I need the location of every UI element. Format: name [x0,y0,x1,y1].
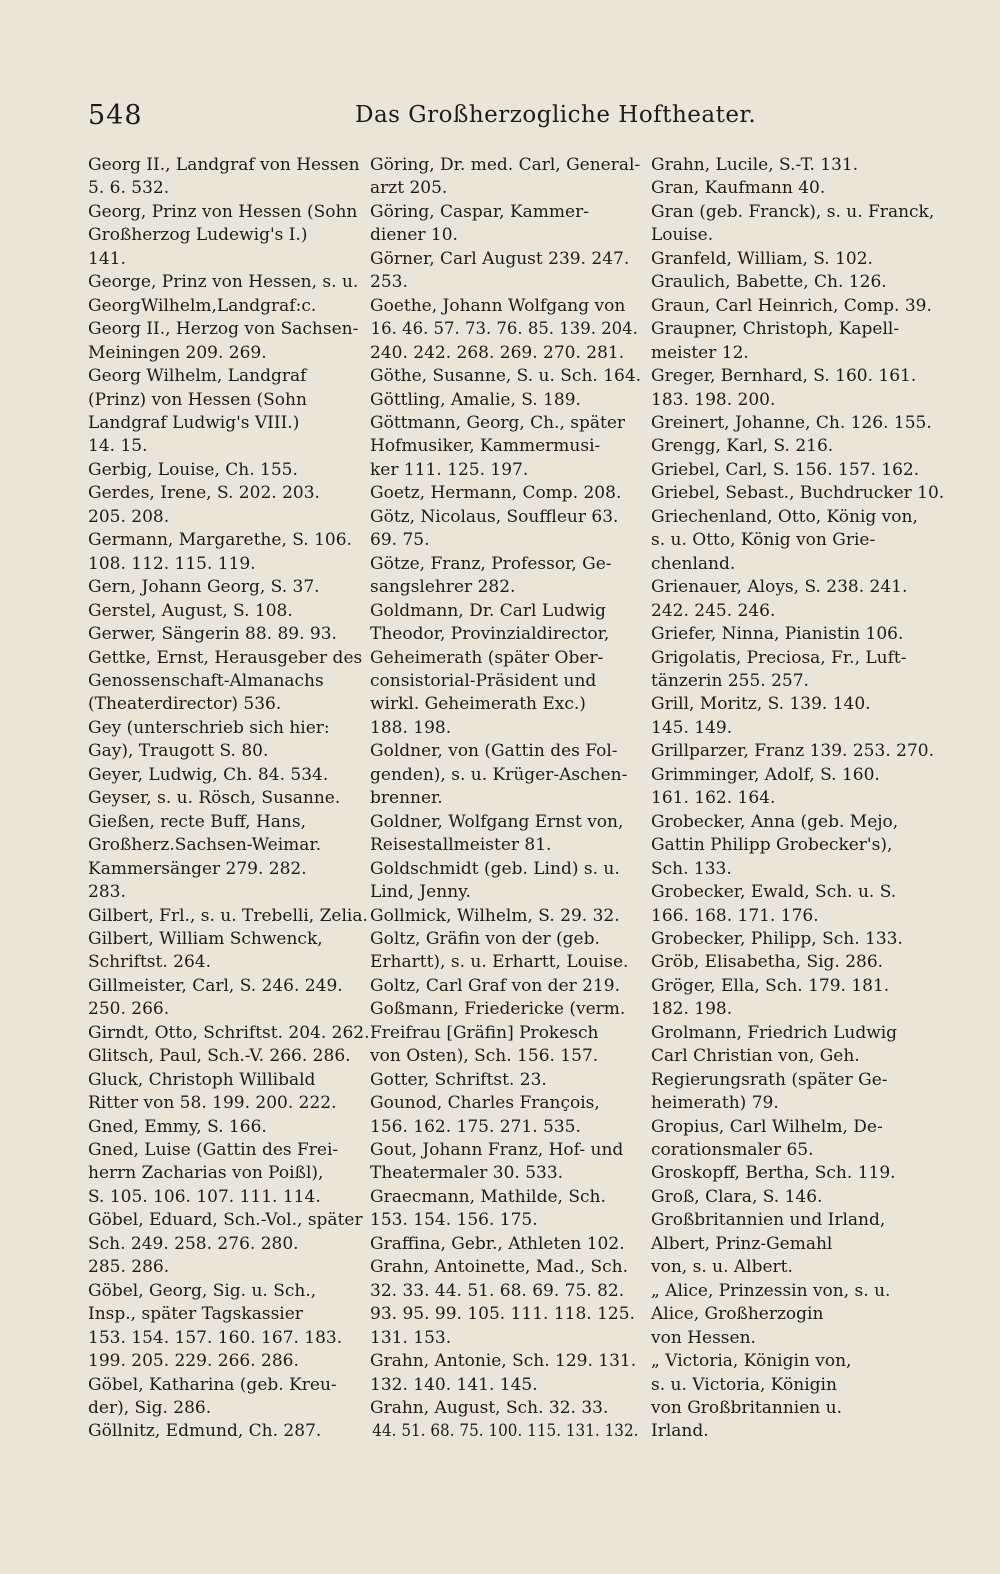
index-entry [370,905,638,928]
index-entry [88,1420,358,1443]
index-entry-line: 242. 245. 246. [651,600,776,621]
index-entry [88,623,358,646]
index-entry-line: Grahn, August, Sch. 32. 33. [370,1398,609,1419]
index-entry [651,740,934,763]
index-entry [651,412,932,435]
index-entry-line: brenner. [370,788,443,809]
index-entry-line: Grienauer, Aloys, S. 238. 241. [651,577,908,598]
index-entry [370,928,638,975]
index-entry [370,600,638,741]
index-entry [88,1139,358,1209]
index-entry-line: Gluck, Christoph Willibald [88,1069,316,1090]
index-entry-line: 44. 51. 68. 75. 100. 115. 131. 132. [372,1421,639,1442]
index-entry [651,365,923,412]
page-number: 548 [88,100,143,131]
index-entry-line: Meiningen 209. 269. [88,342,267,363]
index-entry [370,154,641,201]
index-entry-line: Grolmann, Friedrich Ludwig [651,1022,898,1043]
index-entry [370,1092,638,1139]
index-entry [651,271,923,294]
index-entry [651,1280,923,1350]
index-entry-line: heimerath) 79. [651,1093,779,1114]
index-entry [88,1280,358,1374]
index-entry-line: Theodor, Provinzialdirector, [370,624,610,645]
index-entry-line: Goldner, Wolfgang Ernst von, [370,811,624,832]
index-entry-line: Goetz, Hermann, Comp. 208. [370,483,622,504]
index-entry [651,201,935,248]
index-column-1 [88,154,370,1444]
index-entry [651,435,923,458]
index-entry-line: Goltz, Gräfin von der (geb. [370,928,600,949]
index-entry-line: Gotter, Schriftst. 23. [370,1069,547,1090]
index-entry-line: 141. [88,248,126,269]
index-entry-line: von Hessen. [651,1327,756,1348]
index-entry-line: Gattin Philipp Grobecker's), [651,835,893,856]
index-entry-line: 156. 162. 175. 271. 535. [370,1116,581,1137]
index-entry [370,1186,638,1233]
index-entry-line: Albert, Prinz-Gemahl [651,1233,833,1254]
index-entry-line: consistorial-Präsident und [370,670,597,691]
index-entry-line: Grahn, Antonie, Sch. 129. 131. [370,1351,637,1372]
index-entry-line: Göttmann, Georg, Ch., später [370,412,626,433]
index-entry [651,1350,923,1444]
index-entry-line: Theatermaler 30. 533. [370,1163,564,1184]
index-entry-line: Grobecker, Ewald, Sch. u. S. [651,882,897,903]
index-entry-line: Geheimerath (später Ober- [370,647,604,668]
index-entry [651,1209,923,1279]
index-entry-line: 183. 198. 200. [651,389,776,410]
index-entry-line: 14. 15. [88,436,148,457]
index-entry-line: Grill, Moritz, S. 139. 140. [651,694,871,715]
index-entry-line: Graffina, Gebr., Athleten 102. [370,1233,625,1254]
index-entry [370,389,638,412]
index-entry-line: ker 111. 125. 197. [370,459,529,480]
index-entry [370,740,638,810]
index-entry-line: Germann, Margarethe, S. 106. [88,530,352,551]
index-entry [370,1397,638,1444]
index-entry-line: 32. 33. 44. 51. 68. 69. 75. 82. [370,1280,625,1301]
index-entry [651,975,923,1022]
index-entry-line: Gerstel, August, S. 108. [88,600,293,621]
index-entry-line: GeorgWilhelm,Landgraf:c. [88,295,317,316]
index-entry-line: 93. 95. 99. 105. 111. 118. 125. [370,1304,635,1325]
index-entry-line: Gned, Luise (Gattin des Frei- [88,1140,339,1161]
index-entry-line: 205. 208. [88,506,170,527]
index-entry [651,928,923,951]
index-entry-line: Gran, Kaufmann 40. [651,178,826,199]
index-entry-line: Gropius, Carl Wilhelm, De- [651,1116,883,1137]
index-entry-line: Grimminger, Adolf, S. 160. [651,764,880,785]
index-entry-line: Griefer, Ninna, Pianistin 106. [651,624,904,645]
index-entry-line: 5. 6. 532. [88,178,170,199]
index-entry-line: diener 10. [370,225,458,246]
index-entry-line: Grahn, Lucile, S.-T. 131. [651,155,859,175]
index-entry-line: 108. 112. 115. 119. [88,553,256,574]
index-entry [651,693,923,740]
index-entry-line: (Prinz) von Hessen (Sohn [88,389,307,410]
index-entry-line: 131. 153. [370,1327,452,1348]
running-title: Das Großherzogliche Hoftheater. [355,102,757,128]
index-entry [370,1350,638,1397]
index-entry-line: 153. 154. 157. 160. 167. 183. [88,1327,343,1348]
index-entry [651,1162,923,1185]
index-entry-line: Insp., später Tagskassier [88,1304,303,1325]
index-entry-line: 153. 154. 156. 175. [370,1210,538,1231]
index-entry-line: Goldmann, Dr. Carl Ludwig [370,600,606,621]
index-entry-line: Göthe, Susanne, S. u. Sch. 164. [370,366,642,387]
index-entry-line: Gned, Emmy, S. 166. [88,1116,267,1137]
index-entry [88,717,358,764]
index-entry [370,1069,638,1092]
index-entry [651,1116,923,1163]
index-entry [88,154,358,201]
index-entry-line: Goethe, Johann Wolfgang von [370,295,626,316]
index-entry-line: Göring, Dr. med. Carl, General- [370,155,641,175]
index-entry-line: Granfeld, William, S. 102. [651,248,873,269]
index-entry [651,1186,923,1209]
index-entry [88,482,358,529]
index-entry-line: Goldner, von (Gattin des Fol- [370,741,618,762]
index-entry-line: Gilbert, Frl., s. u. Trebelli, Zelia. [88,905,368,926]
index-entry [370,1256,638,1350]
index-entry-line: corationsmaler 65. [651,1140,814,1161]
index-entry-line: Grillparzer, Franz 139. 253. 270. [651,741,934,762]
index-entry-line: Girndt, Otto, Schriftst. 204. 262. [88,1022,370,1043]
index-entry-line: tänzerin 255. 257. [651,670,809,691]
index-entry [370,365,642,388]
index-entry-line: Georg, Prinz von Hessen (Sohn [88,201,358,222]
index-entry-line: Grahn, Antoinette, Mad., Sch. [370,1257,628,1278]
index-entry-line: Freifrau [Gräfin] Prokesch [370,1022,599,1043]
index-entry-line: Hofmusiker, Kammermusi- [370,436,601,457]
index-entry-line: sangslehrer 282. [370,577,516,598]
index-entry-line: (Theaterdirector) 536. [88,694,282,715]
index-entry-line: Görner, Carl August 239. 247. [370,248,630,269]
index-entry-line: Griechenland, Otto, König von, [651,506,918,527]
index-entry [651,576,923,623]
index-entry-line: Gay), Traugott S. 80. [88,741,269,762]
index-entry-line: Gey (unterschrieb sich hier: [88,717,330,738]
index-entry-line: Graun, Carl Heinrich, Comp. 39. [651,295,932,316]
index-entry [88,647,363,717]
index-entry-line: Groskopff, Bertha, Sch. 119. [651,1163,896,1184]
index-entry-line: Gran (geb. Franck), s. u. Franck, [651,201,935,222]
index-entry [651,295,932,318]
index-entry [88,1069,358,1116]
index-entry-line: Großherzog Ludewig's I.) [88,225,308,246]
index-entry [651,506,923,576]
index-entry-line: 69. 75. [370,530,430,551]
index-entry-line: 240. 242. 268. 269. 270. 281. [370,342,625,363]
index-entry [651,482,945,505]
index-entry-line: 145. 149. [651,717,733,738]
index-entry-line: Grobecker, Anna (geb. Mejo, [651,811,899,832]
index-entry [88,975,358,1022]
index-entry-line: Irland. [651,1421,709,1442]
index-entry [370,1233,638,1256]
index-entry-line: Reisestallmeister 81. [370,835,552,856]
index-entry-line: Genossenschaft-Almanachs [88,670,324,691]
index-entry [370,858,638,905]
index-entry-line: Göbel, Georg, Sig. u. Sch., [88,1280,317,1301]
index-entry [651,764,923,811]
index-entry-line: Gout, Johann Franz, Hof- und [370,1140,624,1161]
index-entry-line: 285. 286. [88,1257,170,1278]
index-entry [88,1209,363,1279]
index-entry-line: Sch. 133. [651,858,732,879]
index-entry-line: Goltz, Carl Graf von der 219. [370,975,621,996]
index-entry [370,1139,638,1186]
index-entry-line: Grobecker, Philipp, Sch. 133. [651,928,903,949]
index-entry-line: Groß, Clara, S. 146. [651,1186,823,1207]
index-entry-line: Gern, Johann Georg, S. 37. [88,577,320,598]
index-entry-line: Graecmann, Mathilde, Sch. [370,1186,606,1207]
index-entry-line: Grengg, Karl, S. 216. [651,436,834,457]
index-entry [88,1045,358,1068]
index-entry [370,412,638,482]
index-entry [370,506,638,553]
index-entry [88,201,358,271]
index-entry-line: s. u. Victoria, Königin [651,1374,837,1395]
index-entry-line: Georg II., Landgraf von Hessen [88,155,360,175]
index-entry [370,811,638,858]
index-entry [88,905,368,928]
index-entry-line: 166. 168. 171. 176. [651,905,819,926]
index-entry-line: 283. [88,882,126,903]
index-entry [651,154,923,177]
index-entry-line: 132. 140. 141. 145. [370,1374,538,1395]
index-entry-line: Erhartt), s. u. Erhartt, Louise. [370,952,629,973]
index-entry-line: chenland. [651,553,736,574]
index-entry-line: Alice, Großherzogin [651,1304,824,1325]
index-entry-line: Georg Wilhelm, Landgraf [88,366,307,387]
index-entry [651,1022,923,1116]
index-entry-line: Griebel, Carl, S. 156. 157. 162. [651,459,920,480]
index-entry-line: Gießen, recte Buff, Hans, [88,811,307,832]
index-entry-line: Sch. 249. 258. 276. 280. [88,1233,299,1254]
index-entry [88,1022,370,1045]
index-entry-line: genden), s. u. Krüger-Aschen- [370,764,628,785]
index-entry [370,201,638,248]
index-entry-line: Grigolatis, Preciosa, Fr., Luft- [651,647,907,668]
index-entry-line: von Großbritannien u. [651,1398,843,1419]
index-entry-line: von, s. u. Albert. [651,1257,793,1278]
index-entry-line: wirkl. Geheimerath Exc.) [370,694,586,715]
index-entry-line: Götz, Nicolaus, Souffleur 63. [370,506,619,527]
index-entry-line: Gerwer, Sängerin 88. 89. 93. [88,624,337,645]
index-entry [88,529,358,576]
index-entry-line: 182. 198. [651,999,733,1020]
index-entry-line: „ Alice, Prinzessin von, s. u. [651,1280,891,1301]
index-entry-line: Gerbig, Louise, Ch. 155. [88,459,298,480]
index-entry-line: Goldschmidt (geb. Lind) s. u. [370,858,620,879]
index-entry-line: Gröger, Ella, Sch. 179. 181. [651,975,890,996]
index-entry [88,1116,358,1139]
index-entry [651,623,923,646]
index-entry-line: Lind, Jenny. [370,882,471,903]
index-entry-line: Griebel, Sebast., Buchdrucker 10. [651,483,945,504]
index-column-2 [370,154,642,1444]
index-entry-line: 253. [370,272,408,293]
index-entry-line: Georg II., Herzog von Sachsen- [88,319,359,340]
index-entry-line: Gollmick, Wilhelm, S. 29. 32. [370,905,620,926]
index-entry [651,647,923,694]
index-entry-line: Carl Christian von, Geh. [651,1046,860,1067]
index-entry-line: Louise. [651,225,714,246]
index-entry-line: Landgraf Ludwig's VIII.) [88,412,300,433]
index-entry [651,248,923,271]
index-entry-line: Göllnitz, Edmund, Ch. 287. [88,1421,322,1442]
index-entry-line: Greinert, Johanne, Ch. 126. 155. [651,412,932,433]
index-entry-line: Schriftst. 264. [88,952,212,973]
index-entry-line: Großherz.Sachsen-Weimar. [88,835,322,856]
index-entry-line: Graulich, Babette, Ch. 126. [651,272,887,293]
index-entry-line: Regierungsrath (später Ge- [651,1069,888,1090]
index-entry-line: arzt 205. [370,178,448,199]
index-entry [88,811,358,905]
index-entry-line: Göbel, Katharina (geb. Kreu- [88,1374,337,1395]
index-entry [88,928,358,975]
index-entry-line: Glitsch, Paul, Sch.-V. 266. 286. [88,1046,351,1067]
index-entry [370,553,638,600]
index-entry-line: Ritter von 58. 199. 200. 222. [88,1093,337,1114]
index-entry-line: s. u. Otto, König von Grie- [651,530,876,551]
index-entry [651,811,923,881]
index-entry-line: der), Sig. 286. [88,1398,212,1419]
index-entry [370,482,638,505]
index-entry-line: meister 12. [651,342,749,363]
index-entry-line: Graupner, Christoph, Kapell- [651,319,900,340]
index-entry-line: 188. 198. [370,717,452,738]
index-entry [651,177,923,200]
index-entry [370,975,638,998]
index-entry [88,576,358,599]
index-entry [88,764,358,787]
index-entry-line: Geyer, Ludwig, Ch. 84. 534. [88,764,329,785]
index-entry-line: 250. 266. [88,999,170,1020]
index-entry [651,951,923,974]
index-entry-line: Goßmann, Friedericke (verm. [370,999,626,1020]
index-entry-line: Gillmeister, Carl, S. 246. 249. [88,975,343,996]
index-entry-line: Gröb, Elisabetha, Sig. 286. [651,952,884,973]
index-entry [88,318,358,365]
index-entry-line: Gilbert, William Schwenck, [88,928,323,949]
index-entry [88,600,358,623]
index-entry-line: George, Prinz von Hessen, s. u. [88,272,359,293]
index-entry [88,1374,358,1421]
index-entry [88,365,358,459]
index-entry [88,271,358,318]
index-entry-line: Gounod, Charles François, [370,1093,600,1114]
index-entry-line: Göbel, Eduard, Sch.-Vol., später [88,1210,363,1231]
index-entry [651,881,923,928]
index-entry-line: Göring, Caspar, Kammer- [370,201,589,222]
index-entry-line: 16. 46. 57. 73. 76. 85. 139. 204. [370,319,638,340]
index-entry-line: Geyser, s. u. Rösch, Susanne. [88,788,341,809]
index-entry [88,787,358,810]
index-column-3 [651,154,945,1444]
index-entry-line: 199. 205. 229. 266. 286. [88,1351,299,1372]
index-entry-line: Götze, Franz, Professor, Ge- [370,553,612,574]
index-entry-line: „ Victoria, Königin von, [651,1351,852,1372]
index-entry-line: herrn Zacharias von Poißl), [88,1163,324,1184]
index-entry [370,248,638,295]
index-entry [651,318,923,365]
index-entry-line: S. 105. 106. 107. 111. 114. [88,1186,321,1207]
index-entry-line: Großbritannien und Irland, [651,1210,886,1231]
index-entry-line: 161. 162. 164. [651,788,776,809]
index-entry-line: Gerdes, Irene, S. 202. 203. [88,483,320,504]
index-entry-line: Göttling, Amalie, S. 189. [370,389,581,410]
index-entry-line: Kammersänger 279. 282. [88,858,307,879]
index-entry [370,295,638,365]
index-entry [370,998,638,1068]
index-entry-line: von Osten), Sch. 156. 157. [370,1046,599,1067]
index-entry [88,459,358,482]
index-entry-line: Gettke, Ernst, Herausgeber des [88,647,363,668]
index-entry [651,459,923,482]
index-entry-line: Greger, Bernhard, S. 160. 161. [651,366,917,387]
